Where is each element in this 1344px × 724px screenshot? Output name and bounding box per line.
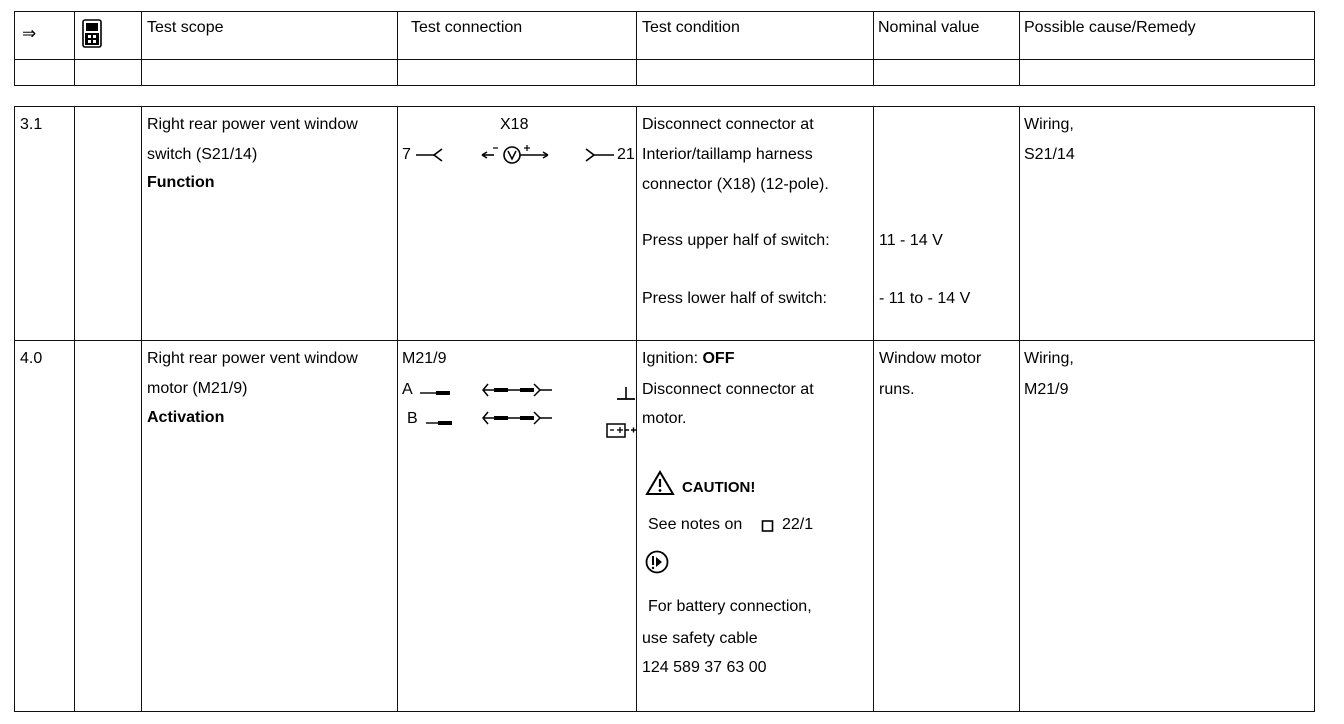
possible-cause-line: Wiring, (1024, 116, 1074, 133)
arrow-icon: ⇒ (22, 24, 37, 43)
ignition-state: OFF (702, 350, 735, 367)
book-reference-icon (761, 519, 775, 533)
body-col-line (397, 106, 398, 712)
body-col-line (14, 106, 15, 712)
step-number: 3.1 (20, 116, 43, 133)
info-note-icon (644, 549, 670, 575)
ignition-condition (642, 349, 734, 369)
test-scope-type: Activation (147, 409, 225, 426)
see-notes-text: See notes on (648, 516, 743, 533)
pin-b-lead-icon (424, 413, 460, 429)
test-condition-line: Interior/taillamp harness (642, 146, 813, 163)
body-top-border (14, 106, 1314, 107)
caution-heading: CAUTION! (682, 479, 756, 496)
body-col-line (1019, 106, 1020, 712)
test-scope-line: Right rear power vent window (147, 116, 358, 133)
nominal-value: Window motor (879, 350, 982, 367)
body-col-line (636, 106, 637, 712)
header-col-line (74, 11, 75, 86)
header-col-line (1019, 11, 1020, 86)
header-mid-border (14, 59, 1314, 60)
test-condition-line: Disconnect connector at (642, 381, 814, 398)
header-col-line (1314, 11, 1315, 86)
header-col-line (636, 11, 637, 86)
step-number: 4.0 (20, 350, 43, 367)
safety-cable-part-number: 124 589 37 63 00 (642, 659, 767, 676)
nominal-value: - 11 to - 14 V (879, 290, 971, 307)
col-header-test-scope: Test scope (147, 19, 224, 36)
nominal-value: runs. (879, 381, 915, 398)
connector-pin-b: B (407, 410, 418, 427)
see-notes-reference: 22/1 (782, 516, 814, 533)
tester-device-icon (81, 18, 105, 50)
ignition-label: Ignition: (642, 350, 703, 367)
col-header-test-connection: Test connection (411, 19, 523, 36)
test-condition-line: Press upper half of switch: (642, 232, 830, 249)
body-col-line (1314, 106, 1315, 712)
test-condition-line: Press lower half of switch: (642, 290, 827, 307)
test-condition-line: motor. (642, 410, 687, 427)
test-condition-line: connector (X18) (12-pole). (642, 176, 829, 193)
possible-cause-line: S21/14 (1024, 146, 1075, 163)
battery-note-line: For battery connection, (648, 598, 812, 615)
row-separator (14, 340, 1314, 341)
test-scope-line: Right rear power vent window (147, 350, 358, 367)
battery-note-line: use safety cable (642, 630, 758, 647)
nominal-value: 11 - 14 V (879, 232, 943, 249)
voltmeter-icon (480, 143, 552, 167)
col-header-test-condition: Test condition (642, 19, 740, 36)
test-scope-line: switch (S21/14) (147, 146, 258, 163)
body-col-line (873, 106, 874, 712)
connector-pin-right: 21 (617, 146, 635, 163)
ground-icon (614, 385, 636, 403)
socket-right-icon (582, 146, 616, 164)
header-col-line (141, 11, 142, 86)
warning-triangle-icon (645, 470, 675, 496)
socket-left-icon (414, 146, 448, 164)
connector-label: X18 (500, 116, 529, 133)
header-col-line (14, 11, 15, 86)
possible-cause-line: Wiring, (1024, 350, 1074, 367)
body-col-line (141, 106, 142, 712)
header-col-line (397, 11, 398, 86)
header-bottom-border (14, 85, 1314, 86)
body-bottom-border (14, 711, 1314, 712)
battery-icon (605, 421, 637, 441)
test-scope-type: Function (147, 174, 215, 191)
col-header-possible-cause: Possible cause/Remedy (1024, 19, 1196, 36)
col-header-nominal-value: Nominal value (878, 19, 980, 36)
header-col-line (873, 11, 874, 86)
header-top-border (14, 11, 1314, 12)
adapter-cable-a-icon (480, 381, 556, 399)
adapter-cable-b-icon (480, 409, 556, 427)
test-scope-line: motor (M21/9) (147, 380, 248, 397)
connector-pin-left: 7 (402, 146, 411, 163)
possible-cause-line: M21/9 (1024, 381, 1069, 398)
test-condition-line: Disconnect connector at (642, 116, 814, 133)
pin-a-lead-icon (418, 383, 454, 399)
connector-pin-a: A (402, 381, 413, 398)
body-col-line (74, 106, 75, 712)
connector-label: M21/9 (402, 350, 447, 367)
